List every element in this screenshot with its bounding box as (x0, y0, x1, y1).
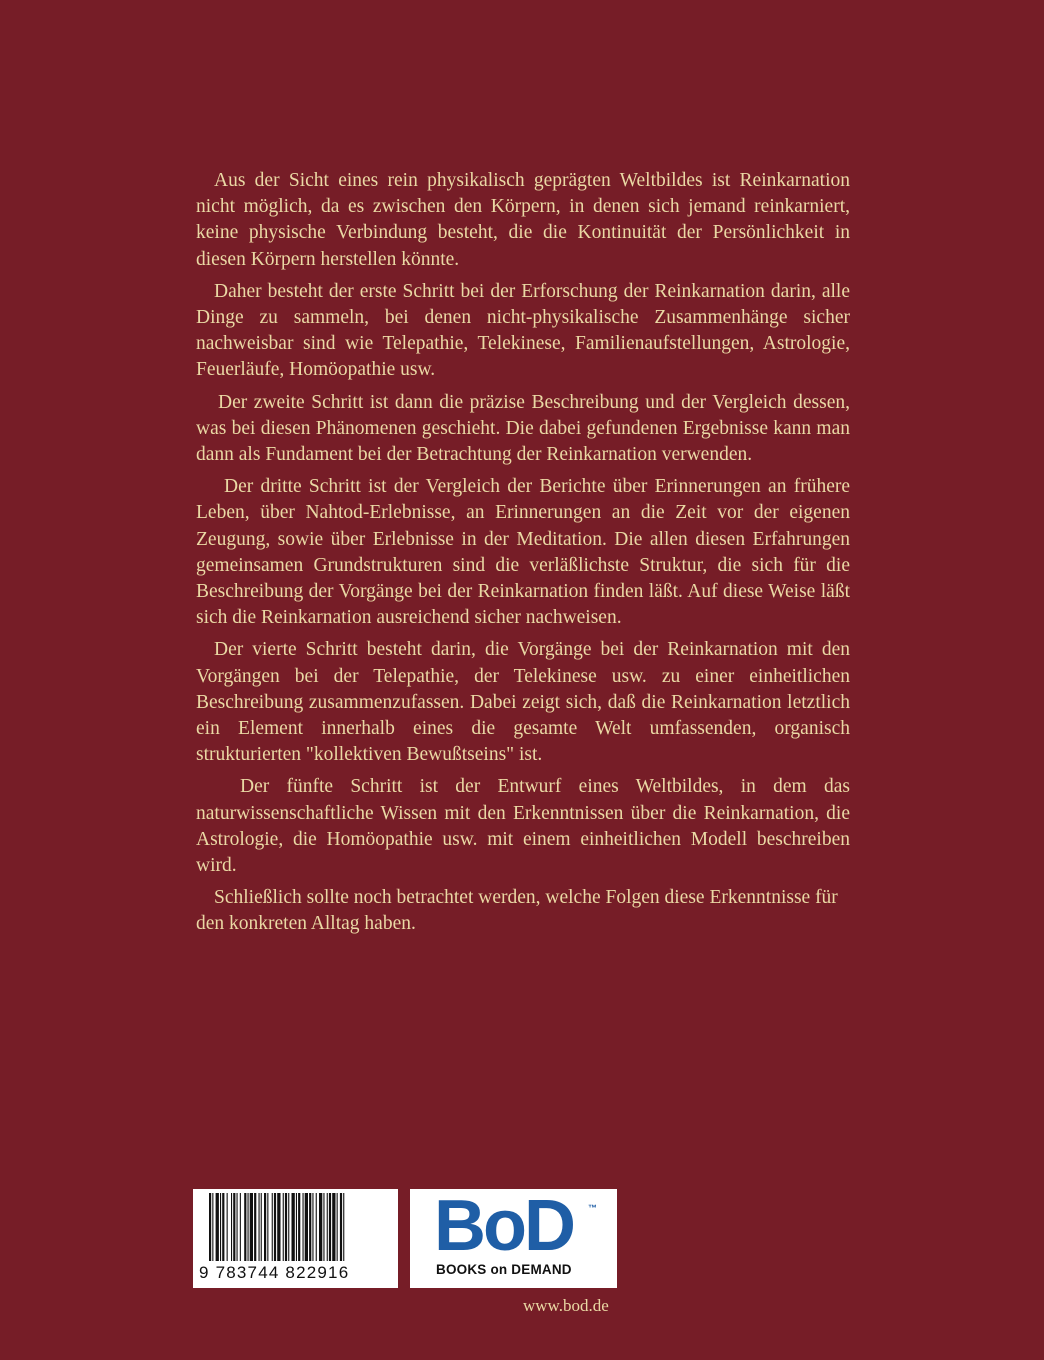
paragraph-6: Der fünfte Schritt ist der Entwurf eines Weltbildes, in dem das naturwissenschaftliche Wissen mit den Erkenntnissen über die Reinkarnation, die Astrologie, die Homöopathie usw. mit einem einheitlichen Modell beschreiben wird. (196, 776, 850, 877)
isbn-barcode (193, 1189, 398, 1288)
publisher-website: www.bod.de (523, 1296, 609, 1315)
paragraph-5: Der vierte Schritt besteht darin, die Vorgänge bei der Reinkarnation mit den Vorgängen bei der Telepathie, der Telekinese usw. zu einer einheitlichen Beschreibung zusammenzufassen. Dabei zeigt sich, daß die Reinkarnation letztlich ein Element innerhalb eines die gesamte Welt umfassenden, organisch strukturierten "kollektiven Bewußtseins" ist. (196, 639, 850, 766)
paragraph-7: Schließlich sollte noch betrachtet werden, welche Folgen diese Erkenntnisse für den konkreten Alltag haben. (196, 887, 838, 935)
paragraph-1: Aus der Sicht eines rein physikalisch geprägten Weltbildes ist Reinkarnation nicht möglich, da es zwischen den Körpern, in denen sich jemand reinkarniert, keine physische Verbindung besteht, die die Kontinuität der Persönlichkeit in diesen Körpern herstellen könnte. (196, 170, 850, 270)
paragraph-3: Der zweite Schritt ist dann die präzise Beschreibung und der Vergleich dessen, was bei diesen Phänomenen geschieht. Die dabei gefundenen Ergebnisse kann man dann als Fundament bei der Betrachtung der Reinkarnation verwenden. (196, 391, 850, 466)
bod-logo-text: BoD (434, 1186, 573, 1266)
isbn-digits: 9 783744 822916 (199, 1263, 350, 1282)
paragraph-2: Daher besteht der erste Schritt bei der Erforschung der Reinkarnation darin, alle Dinge zu sammeln, bei denen nicht-physikalische Zusammenhänge sicher nachweisbar sind wie Telepathie, Telekinese, Familienaufstellungen, Astrologie, Feuerläufe, Homöopathie usw. (196, 280, 850, 381)
trademark-symbol: ™ (588, 1203, 597, 1213)
back-cover-text (196, 168, 850, 944)
paragraph-4: Der dritte Schritt ist der Vergleich der Berichte über Erinnerungen an frühere Leben, über Nahtod-Erlebnisse, an Erinnerungen an die Zeit vor der eigenen Zeugung, sowie über Erlebnisse in der Meditation. Die allen diesen Erfahrungen gemeinsamen Grundstrukturen sind die verläßlichste Struktur, die sich für die Beschreibung der Vorgänge bei der Reinkarnation finden läßt. Auf diese Weise läßt sich die Reinkarnation ausreichend sicher nachweisen. (196, 476, 850, 629)
publisher-logo (410, 1186, 617, 1288)
publisher-tagline: BOOKS on DEMAND (436, 1262, 572, 1277)
